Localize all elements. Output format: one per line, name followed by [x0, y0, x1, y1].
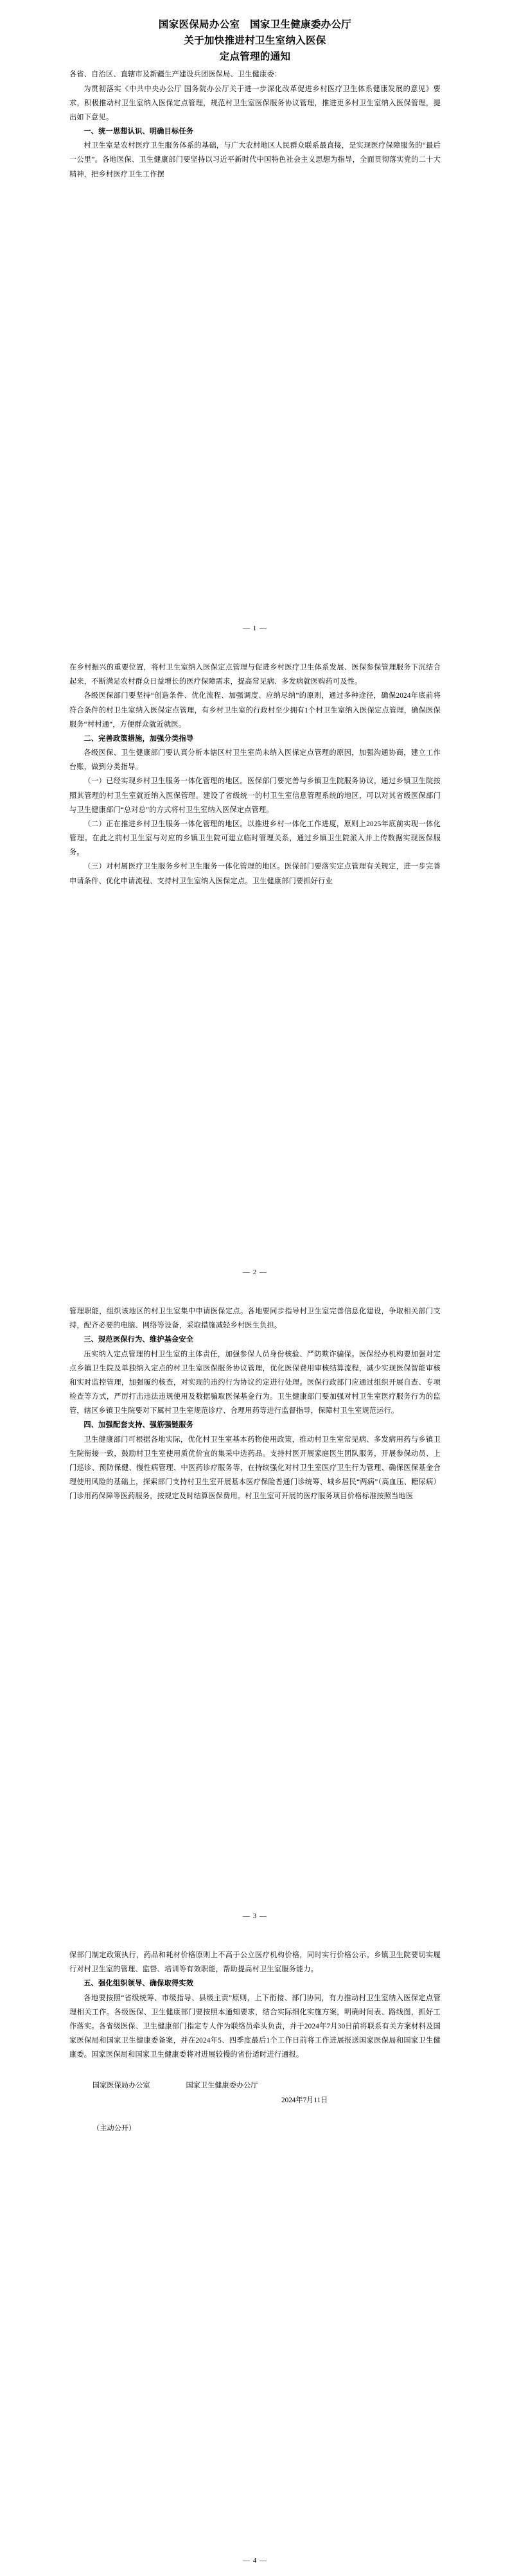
signature-agency-right: 国家卫生健康委办公厅 [186, 2082, 258, 2090]
paragraph: （一）已经实现乡村卫生服务一体化管理的地区。医保部门要完善与乡镇卫生院服务协议，通过乡镇卫生院按照其管理的村卫生室就近纳入医保管理。建设了省级统一的村卫生室信息管理系统的地区，可以对其省级医保部门与卫生健康部门“总对总”的方式将村卫生室纳入医保定点管理。 [69, 777, 441, 814]
section-heading-4: 四、加强配套支持、强筋强链服务 [84, 1421, 194, 1430]
paragraph: （二）正在推进乡村卫生服务一体化管理的地区。以推进乡村一体化工作进度，原则上2025年底前实现一体化管理。在此之前村卫生室与对应的乡镇卫生院可建立临时管理关系，通过乡镇卫生院派入并上传数据实现医保服务。 [69, 820, 441, 857]
addressee-line: 各省、自治区、直辖市及新疆生产建设兵团医保局、卫生健康委： [69, 71, 282, 79]
paragraph: 各地要按照“省级统筹、市级指导、县级主责”原则，上下衔接、部门协同，有力推动村卫生室纳入医保定点管理相关工作。各级医保、卫生健康部门要按照本通知要求，结合实际细化实施方案，明确时间表、路线图，抓好工作落实。各省级医保、卫生健康部门指定专人作为联络员牵头负责，并于2024年7月30日前将联系有关方案材料及国家医保局和国家卫生健康委备案，并在2024年5、四季度最后1个工作日前将工作进展报送国家医保局和国家卫生健康委。国家医保局和国家卫生健康委将对进展较慢的省份适时进行通报。 [69, 1994, 441, 2059]
document-page-2 [0, 644, 510, 1288]
page-number-2: — 2 — [243, 1268, 267, 1276]
paragraph: （三）对村属医疗卫生服务乡村卫生服务一体化管理的地区。医保部门要落实定点管理有关规定，进一步完善申请条件、优化申请流程、支持村卫生室纳入医保定点。卫生健康部门要抓好行业 [69, 863, 441, 885]
section-heading-1: 一、统一思想认识、明确目标任务 [84, 128, 194, 136]
paragraph: 各级医保部门要坚持“创造条件、优化流程、加强调度、应纳尽纳”的原则，通过多种途径，确保2024年底前将符合条件的村卫生室纳入医保定点管理，有乡村卫生室的行政村至少拥有1个村卫生室纳入医保定点管理，确保医保服务“村村通”，方便群众就近就医。 [69, 692, 441, 729]
paragraph: 保部门制定政策执行，药品和耗材价格原则上不高于公立医疗机构价格，同时实行价格公示。乡镇卫生院要切实履行对村卫生室的管理、监督、培训等有效职能，帮助提高村卫生室服务能力。 [69, 1951, 441, 1974]
paragraph: 压实纳入定点管理的村卫生室的主体责任，加强参保人员身份核验、严防欺诈骗保。医保经办机构要加强对定点乡镇卫生院及单独纳入定点的村卫生室医保服务协议管理，优化医保费用审核结算流程，减少实现医保智能审核和实时监控管理，加强履约核查，对实现的违约行为协议约定进行处理。医保行政部门应通过组织开展自查、专项检查等方式，严厉打击违法违规使用及数据骗取医保基金行为。卫生健康部门要加强对村卫生室医疗服务行为的监管，辖区乡镇卫生院要对下属村卫生室规范诊疗、合理用药等进行监督指导，保障村卫生室规范运行。 [69, 1350, 441, 1415]
page-4-body [69, 1948, 441, 2062]
title-line-3: 定点管理的通知 [219, 51, 291, 63]
signature-date: 2024年7月11日 [281, 2096, 328, 2104]
section-heading-5: 五、强化组织领导、确保取得实效 [84, 1980, 194, 1988]
document-page-3 [0, 1288, 510, 1932]
paragraph: 在乡村振兴的重要位置，将村卫生室纳入医保定点管理与促进乡村医疗卫生体系发展、医保参保管理服务下沉结合起来，不断满足农村群众日益增长的医疗保障需求，提高常见病、多发病就医购药可及性。 [69, 664, 441, 686]
document-title [69, 17, 441, 65]
paragraph: 各级医保、卫生健康部门要认真分析本辖区村卫生室尚未纳入医保定点管理的原因，加强沟通协商，建立工作台账，做到分类指导。 [69, 749, 441, 772]
page-number-3: — 3 — [243, 1912, 267, 1920]
title-line-1: 国家医保局办公室 国家卫生健康委办公厅 [158, 19, 352, 30]
page-2-body [69, 661, 441, 888]
disclosure-note: （主动公开） [92, 2125, 136, 2133]
signature-block [69, 2079, 441, 2136]
page-3-body [69, 1304, 441, 1503]
page-1-body [69, 67, 441, 181]
paragraph: 为贯彻落实《中共中央办公厅 国务院办公厅关于进一步深化改革促进乡村医疗卫生体系健康发展的意见》要求，积极推动村卫生室纳入医保定点管理，规范村卫生室医保服务协议管理，推进更多村卫生室纳入医保管理，提出如下意见。 [69, 85, 441, 121]
section-heading-3: 三、规范医保行为、维护基金安全 [84, 1336, 194, 1344]
paragraph: 管理职能，组织该地区的村卫生室集中申请医保定点。各地要同步指导村卫生室完善信息化建设，争取相关部门支持，配齐必要的电脑、网络等设备，采取措施减轻乡村医生负担。 [69, 1308, 441, 1330]
page-number-4: — 4 — [243, 2557, 267, 2564]
signature-agency-left: 国家医保局办公室 [92, 2082, 150, 2090]
signature-agencies [69, 2079, 441, 2093]
section-heading-2: 二、完善政策措施，加强分类指导 [84, 734, 194, 743]
page-number-1: — 1 — [243, 625, 267, 632]
document-page-1 [0, 0, 510, 644]
paragraph: 村卫生室是农村医疗卫生服务体系的基础，与广大农村地区人民群众联系最直接，是实现医疗保障服务的“最后一公里”。各地医保、卫生健康部门要坚持以习近平新时代中国特色社会主义思想为指导，全面贯彻落实党的二十大精神，把乡村医疗卫生工作摆 [69, 142, 441, 178]
document-page-4 [0, 1932, 510, 2576]
paragraph: 卫生健康部门可根据各地实际，优化村卫生室基本药物使用政策，推动村卫生室常见病、多发病用药与乡镇卫生院衔接一致，鼓励村卫生室使用质优价宜的集采中选药品。支持村医开展家庭医生团队服务，开展参保动员、上门巡诊、预防保健、慢性病管理、中医药诊疗服务等，在持续强化对村卫生室医疗卫生行为管理、确保医保基金合理使用风险的基础上，探索部门支持村卫生室开展基本医疗保险普通门诊统筹、城乡居民“两病”（高血压、糖尿病）门诊用药保障等医药服务，按规定及时结算医保费用。村卫生室可开展的医疗服务项目价格标准按照当地医 [69, 1435, 441, 1501]
title-line-2: 关于加快推进村卫生室纳入医保 [184, 35, 326, 47]
